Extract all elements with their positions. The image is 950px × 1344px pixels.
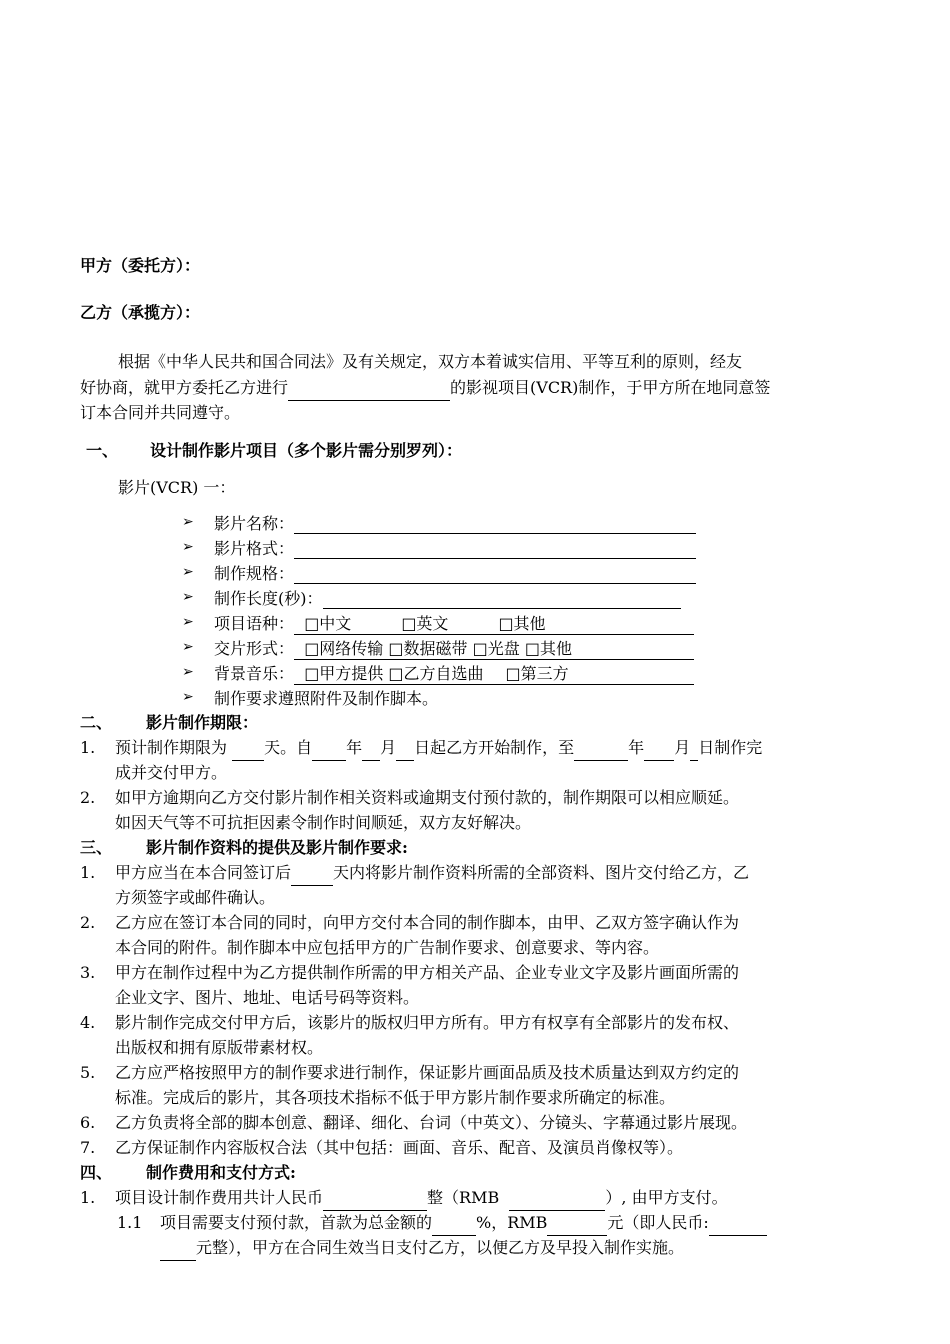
start-month-blank [362,736,380,761]
bullet-arrow-icon: ➢ [182,539,194,555]
section-3-item-1-line-1: 甲方应当在本合同签订后 天内将影片制作资料所需的全部资料、图片交付给乙方，乙 [115,861,749,886]
field-production-requirement: 制作要求遵照附件及制作脚本。 [214,689,439,708]
section-3-item-6-line-1: 乙方负责将全部的脚本创意、翻译、细化、台词（中英文）、分镜头、字幕通过影片展现。 [115,1113,748,1132]
section-4-item-1: 项目设计制作费用共计人民币 整（RMB ）, 由甲方支付。 [115,1186,728,1211]
section-4-number: 四、 [80,1163,113,1182]
section-3-item-4-line-1: 影片制作完成交付甲方后，该影片的版权归甲方所有。甲方有权享有全部影片的发布权、 [115,1013,740,1032]
party-a-label: 甲方（委托方）： [80,256,201,275]
field-label: 影片格式： [214,539,295,558]
intro-line-1: 根据《中华人民共和国合同法》及有关规定，双方本着诚实信用、平等互利的原则，经友 [118,352,743,371]
section-3-item-5-line-1: 乙方应严格按照甲方的制作要求进行制作，保证影片画面品质及技术质量达到双方约定的 [115,1063,740,1082]
section-2-number: 二、 [80,713,113,732]
total-rmb-amount-blank [509,1186,605,1211]
option-disc[interactable]: □光盘 [472,639,520,658]
party-b-label: 乙方（承揽方）： [80,303,201,322]
list-number: 1.1 [117,1213,143,1232]
field-label: 背景音乐： [214,664,295,683]
total-rmb-words-blank [323,1186,427,1211]
list-number: 4. [80,1013,96,1032]
section-4-title: 制作费用和支付方式: [146,1163,296,1182]
section-2-item-2-line-1: 如甲方逾期向乙方交付影片制作相关资料或逾期支付预付款的，制作期限可以相应顺延。 [115,788,740,807]
list-number: 2. [80,788,96,807]
section-3-item-1-line-2: 方须签字或邮件确认。 [115,888,276,907]
field-language [214,611,694,635]
intro-line-2a: 好协商，就甲方委托乙方进行 [80,378,289,397]
bullet-arrow-icon: ➢ [182,664,194,680]
list-number: 1. [80,1188,96,1207]
section-3-item-2-line-2: 本合同的附件。制作脚本中应包括甲方的广告制作要求、创意要求、等内容。 [115,938,660,957]
prepay-rmb-blank [547,1211,607,1236]
start-day-blank [396,736,414,761]
days-blank [232,736,264,761]
list-number: 1. [80,863,96,882]
end-year-blank [574,736,628,761]
intro-line-3: 订本合同并共同遵守。 [80,403,241,422]
bullet-arrow-icon: ➢ [182,614,194,630]
field-label: 制作规格： [214,564,295,583]
field-film-name [214,511,696,534]
section-3-item-2-line-1: 乙方应在签订本合同的同时，向甲方交付本合同的制作脚本，由甲、乙双方签字确认作为 [115,913,740,932]
option-other-delivery[interactable]: □其他 [524,639,572,658]
section-1-title: 设计制作影片项目（多个影片需分别罗列）： [150,441,463,460]
bullet-arrow-icon: ➢ [182,689,194,705]
intro-line-2b: 的影视项目(VCR)制作，于甲方所在地同意签 [450,378,771,397]
option-chinese[interactable]: □中文 [304,614,352,633]
option-english[interactable]: □英文 [401,614,449,633]
section-2-title: 影片制作期限： [146,713,259,732]
section-1-sub: 影片(VCR) 一： [118,478,236,497]
prepay-words-blank-cont [160,1236,196,1261]
percent-blank [432,1211,476,1236]
section-3-item-7-line-1: 乙方保证制作内容版权合法（其中包括：画面、音乐、配音、及演员肖像权等）。 [115,1138,684,1157]
option-third-party[interactable]: □第三方 [505,664,569,683]
section-3-number: 三、 [80,838,113,857]
section-4-item-1-1-line-1: 项目需要支付预付款，首款为总金额的 %，RMB 元（即人民币: [160,1211,767,1236]
field-background-music [214,661,694,685]
list-number: 6. [80,1113,96,1132]
prepay-words-blank [709,1211,767,1236]
start-year-blank [312,736,346,761]
list-number: 5. [80,1063,96,1082]
bullet-arrow-icon: ➢ [182,514,194,530]
section-3-title: 影片制作资料的提供及影片制作要求: [146,838,408,857]
list-number: 7. [80,1138,96,1157]
field-label: 项目语种： [214,614,295,633]
field-production-spec [214,561,696,584]
section-2-item-2-line-2: 如因天气等不可抗拒因素令制作时间顺延，双方友好解决。 [115,813,532,832]
section-1-number: 一、 [86,441,119,460]
intro-line-2 [80,376,770,401]
bullet-arrow-icon: ➢ [182,639,194,655]
field-label: 交片形式： [214,639,295,658]
days-blank [291,861,333,886]
list-number: 2. [80,913,96,932]
section-3-item-5-line-2: 标准。完成后的影片，其各项技术指标不低于甲方影片制作要求所确定的标准。 [115,1088,676,1107]
option-other-language[interactable]: □其他 [498,614,546,633]
bullet-arrow-icon: ➢ [182,564,194,580]
field-delivery-form [214,636,694,660]
option-data-tape[interactable]: □数据磁带 [388,639,468,658]
section-3-item-3-line-2: 企业文字、图片、地址、电话号码等资料。 [115,988,420,1007]
option-party-b-chosen[interactable]: □乙方自选曲 [388,664,484,683]
field-production-length [214,586,681,609]
list-number: 3. [80,963,96,982]
option-party-a-provided[interactable]: □甲方提供 [304,664,384,683]
section-2-item-1-line-1: 预计制作期限为 天。自 年 月 日起乙方开始制作，至 年 月 日制作完 [115,736,762,761]
end-day-blank [690,736,698,761]
field-label: 制作长度(秒)： [214,589,323,608]
list-number: 1. [80,738,96,757]
end-month-blank [644,736,674,761]
field-film-format [214,536,696,559]
option-network[interactable]: □网络传输 [304,639,384,658]
project-name-blank [288,376,450,401]
section-3-item-3-line-1: 甲方在制作过程中为乙方提供制作所需的甲方相关产品、企业专业文字及影片画面所需的 [115,963,740,982]
section-3-item-4-line-2: 出版权和拥有原版带素材权。 [115,1038,324,1057]
section-4-item-1-1-line-2: 元整），甲方在合同生效当日支付乙方，以便乙方及早投入制作实施。 [160,1236,684,1261]
bullet-arrow-icon: ➢ [182,589,194,605]
section-2-item-1-line-2: 成并交付甲方。 [115,763,228,782]
field-label: 影片名称： [214,514,295,533]
